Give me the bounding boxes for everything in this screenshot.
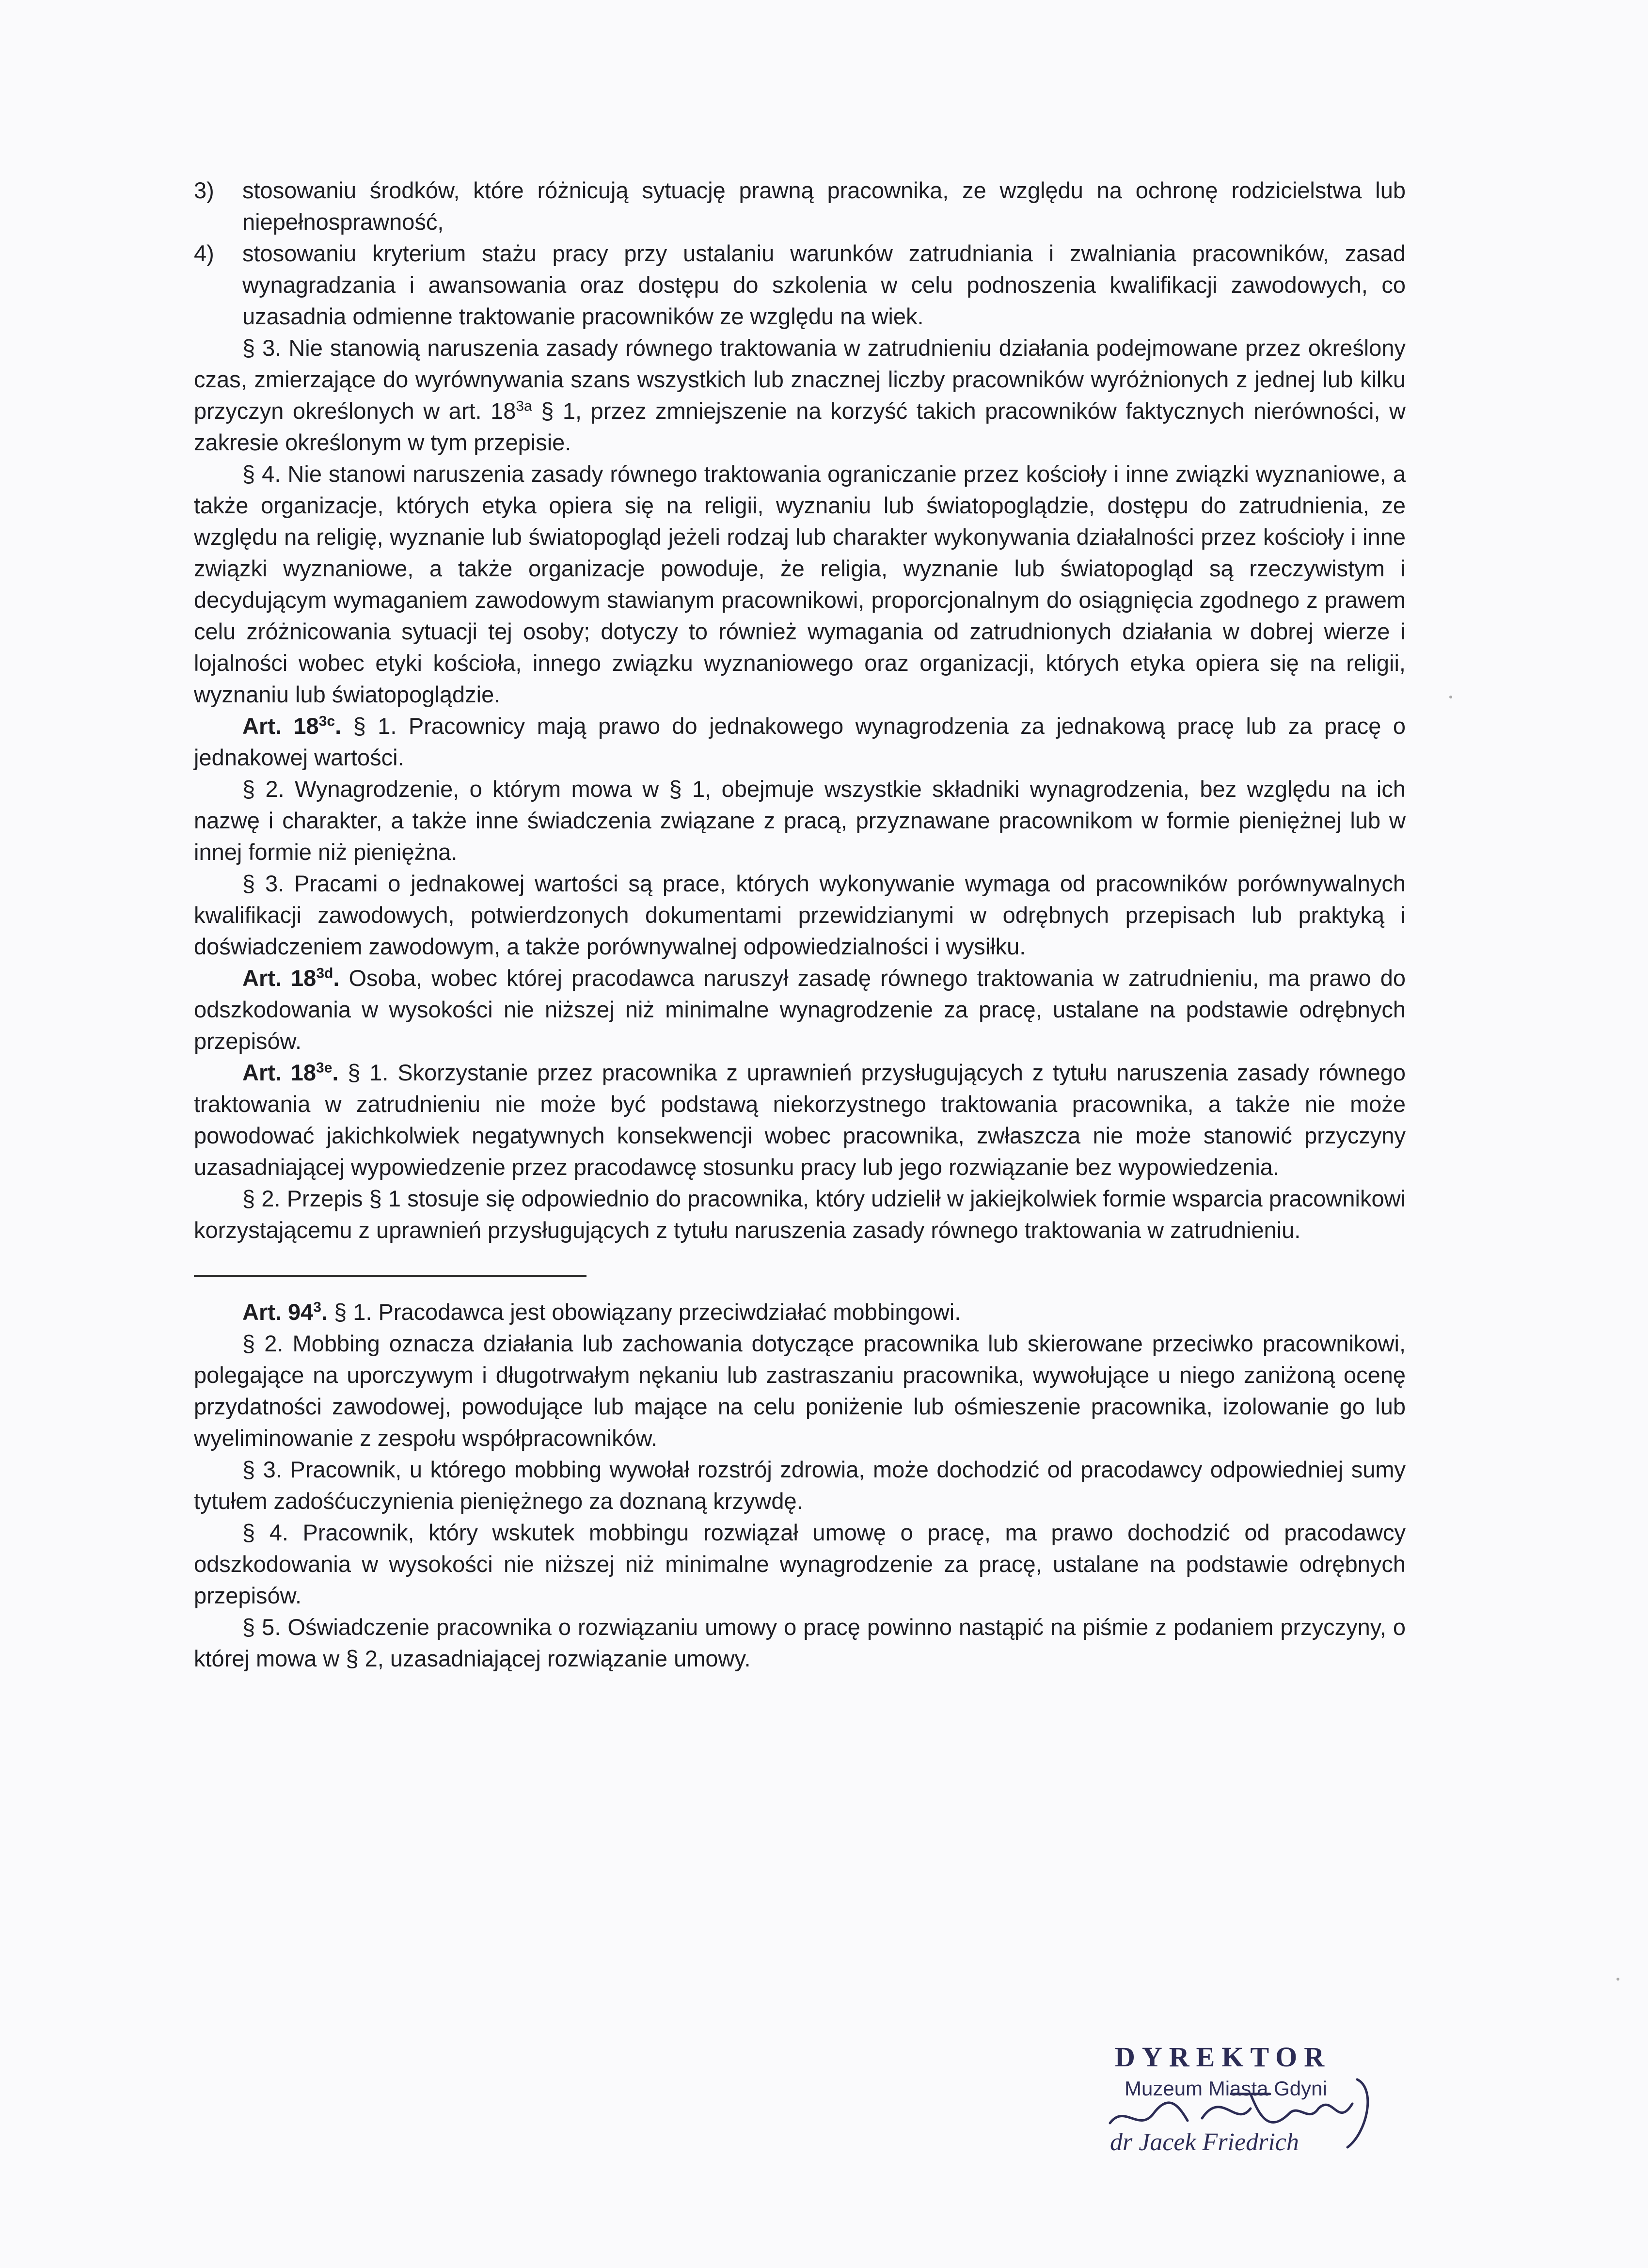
article-label: Art. $18^{3c}$.	[242, 713, 342, 739]
superscript: 3a	[516, 398, 532, 414]
paragraph-text: § 1. Pracodawca jest obowiązany przeciwdziałać mobbingowi.	[328, 1299, 961, 1325]
article-label: Art. $18^{3e}$.	[242, 1060, 339, 1085]
stamp-title: DYREKTOR	[1115, 2041, 1331, 2073]
paragraph-text: § 1, przez zmniejszenie na korzyść takich pracowników faktycznych nierówności, w zakresie określonym w tym przepisie.	[194, 398, 1406, 455]
list-item-number: 3)	[194, 177, 214, 203]
scan-speck	[1616, 1978, 1619, 1981]
section-divider	[194, 1275, 586, 1277]
document-body	[194, 174, 1406, 1674]
article-18c-s2: § 2. Wynagrodzenie, o którym mowa w § 1, obejmuje wszystkie składniki wynagrodzenia, bez względu na ich nazwę i charakter, a także inne świadczenia związane z pracą, przyznawane pracownikom w formie pieniężnej lub w innej formie niż pieniężna.	[194, 776, 1406, 865]
article-18e-s1	[194, 1057, 1406, 1183]
stamp-organization: Muzeum Miasta Gdyni	[1125, 2077, 1327, 2100]
paragraph-text: § 1. Skorzystanie przez pracownika z uprawnień przysługujących z tytułu naruszenia zasady równego traktowania w zatrudnieniu nie może być podstawą niekorzystnego traktowania pracownika, a także nie może powodować jakichkolwiek negatywnych konsekwencji wobec pracownika, zwłaszcza nie może stanowić przyczyny uzasadniającej wypowiedzenie przez pracodawcę stosunku pracy lub jego rozwiązanie bez wypowiedzenia.	[194, 1060, 1406, 1180]
list-item-text: stosowaniu środków, które różnicują sytuację prawną pracownika, ze względu na ochronę rodzicielstwa lub niepełnosprawność,	[242, 177, 1406, 235]
paragraph-18b-s3	[194, 332, 1406, 458]
director-stamp	[1105, 2041, 1377, 2167]
article-94-s1	[194, 1296, 1406, 1328]
article-label: Art. $94^3$.	[242, 1299, 328, 1325]
paragraph-18b-s4: § 4. Nie stanowi naruszenia zasady równego traktowania ograniczanie przez kościoły i inne związki wyznaniowe, a także organizacje, których etyka opiera się na religii, wyznaniu lub światopoglądzie, dostępu do zatrudnienia, ze względu na religię, wyznanie lub światopogląd jeżeli rodzaj lub charakter wykonywania działalności przez kościoły i inne związki wyznaniowe, a także organizacje powoduje, że religia, wyznanie lub światopogląd są rzeczywistym i decydującym wymaganiem zawodowym stawianym pracownikowi, proporcjonalnym do osiągnięcia zgodnego z prawem celu zróżnicowania sytuacji tej osoby; dotyczy to również wymagania od zatrudnionych działania w dobrej wierze i lojalności wobec etyki kościoła, innego związku wyznaniowego oraz organizacji, których etyka opiera się na religii, wyznaniu lub światopoglądzie.	[194, 461, 1406, 707]
article-94-s5: § 5. Oświadczenie pracownika o rozwiązaniu umowy o pracę powinno nastąpić na piśmie z podaniem przyczyny, o której mowa w § 2, uzasadniającej rozwiązanie umowy.	[194, 1614, 1406, 1671]
article-18c-s1	[194, 710, 1406, 773]
list-item	[194, 174, 1406, 238]
article-label: Art. $18^{3d}$.	[242, 965, 340, 991]
article-94-s3: § 3. Pracownik, u którego mobbing wywołał rozstrój zdrowia, może dochodzić od pracodawcy odpowiedniej sumy tytułem zadośćuczynienia pieniężnego za doznaną krzywdę.	[194, 1457, 1406, 1514]
article-18d	[194, 962, 1406, 1057]
list-item	[194, 238, 1406, 332]
article-94-s4: § 4. Pracownik, który wskutek mobbingu rozwiązał umowę o pracę, ma prawo dochodzić od pracodawcy odszkodowania w wysokości nie niższej niż minimalne wynagrodzenie za pracę, ustalane na podstawie odrębnych przepisów.	[194, 1520, 1406, 1608]
article-18e-s2: § 2. Przepis § 1 stosuje się odpowiednio do pracownika, który udzielił w jakiejkolwiek formie wsparcia pracownikowi korzystającemu z uprawnień przysługujących z tytułu naruszenia zasady równego traktowania w zatrudnieniu.	[194, 1186, 1406, 1243]
paragraph-text: Osoba, wobec której pracodawca naruszył zasadę równego traktowania w zatrudnieniu, ma prawo do odszkodowania w wysokości nie niższej niż minimalne wynagrodzenie za pracę, ustalane na podstawie odrębnych przepisów.	[194, 965, 1406, 1054]
paragraph-text: § 3. Nie stanowią naruszenia zasady równego traktowania w zatrudnieniu działania podejmowane przez określony czas, zmierzające do wyrównywania szans wszystkich lub znacznej liczby pracowników wyróżnionych z jednej lub kilku przyczyn określonych w art. 18	[194, 335, 1406, 424]
list-item-number: 4)	[194, 240, 214, 266]
article-18c-s3: § 3. Pracami o jednakowej wartości są prace, których wykonywanie wymaga od pracowników porównywalnych kwalifikacji zawodowych, potwierdzonych dokumentami przewidzianymi w odrębnych przepisach lub praktyką i doświadczeniem zawodowym, a także porównywalnej odpowiedzialności i wysiłku.	[194, 871, 1406, 959]
list-item-text: stosowaniu kryterium stażu pracy przy ustalaniu warunków zatrudniania i zwalniania pracowników, zasad wynagradzania i awansowania oraz dostępu do szkolenia w celu podnoszenia kwalifikacji zawodowych, co uzasadnia odmienne traktowanie pracowników ze względu na wiek.	[242, 240, 1406, 329]
scan-speck	[1449, 696, 1452, 698]
stamp-name: dr Jacek Friedrich	[1110, 2128, 1299, 2156]
handwritten-signature-icon	[1105, 2060, 1396, 2157]
paragraph-text: § 1. Pracownicy mają prawo do jednakowego wynagrodzenia za jednakową pracę lub za pracę o jednakowej wartości.	[194, 713, 1406, 770]
article-94-s2: § 2. Mobbing oznacza działania lub zachowania dotyczące pracownika lub skierowane przeciwko pracownikowi, polegające na uporczywym i długotrwałym nękaniu lub zastraszaniu pracownika, wywołujące u niego zaniżoną ocenę przydatności zawodowej, powodujące lub mające na celu poniżenie lub ośmieszenie pracownika, izolowanie go lub wyeliminowanie z zespołu współpracowników.	[194, 1331, 1406, 1451]
